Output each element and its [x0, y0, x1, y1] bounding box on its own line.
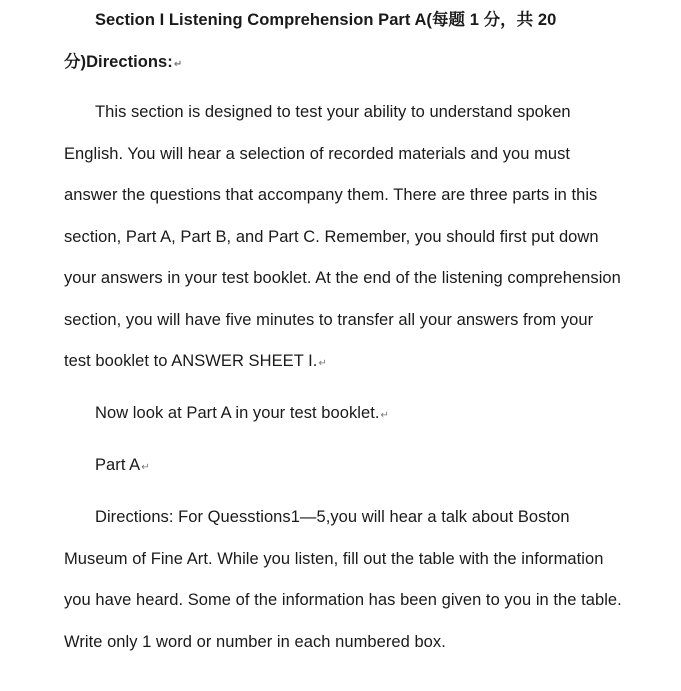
paragraph-mark-icon: ↵: [318, 358, 327, 369]
paragraph-mark-icon: ↵: [173, 58, 183, 70]
instruction-text: Now look at Part A in your test booklet.: [95, 404, 380, 422]
part-label-paragraph: [64, 445, 624, 487]
section-heading-line-2: 分)Directions:: [64, 52, 173, 71]
intro-text: This section is designed to test your ability to understand spoken English. You will hear a selection of recorded materials and you must answer the questions that accompany them. There are three parts in this section, Part A, Part B, and Part C. Remember, you should first put down your answers in your test booklet. At the end of the listening comprehension section, you will have five minutes to transfer all your answers from your test booklet to ANSWER SHEET I.: [64, 103, 621, 370]
paragraph-mark-icon: ↵: [141, 462, 150, 473]
directions-paragraph: [64, 497, 624, 663]
section-heading-line-1: Section I Listening Comprehension Part A(每题 1 分，共 20: [95, 11, 557, 29]
section-heading: [64, 0, 624, 83]
intro-paragraph: [64, 92, 624, 383]
paragraph-mark-icon: ↵: [380, 410, 389, 421]
part-label-text: Part A: [95, 456, 141, 474]
directions-text: Directions: For Quesstions1—5,you will hear a talk about Boston Museum of Fine Art. While you listen, fill out the table with the information you have heard. Some of the information has been given to you in the table. Write only 1 word or number in each numbered box.: [64, 508, 622, 651]
instruction-paragraph: [64, 393, 624, 435]
